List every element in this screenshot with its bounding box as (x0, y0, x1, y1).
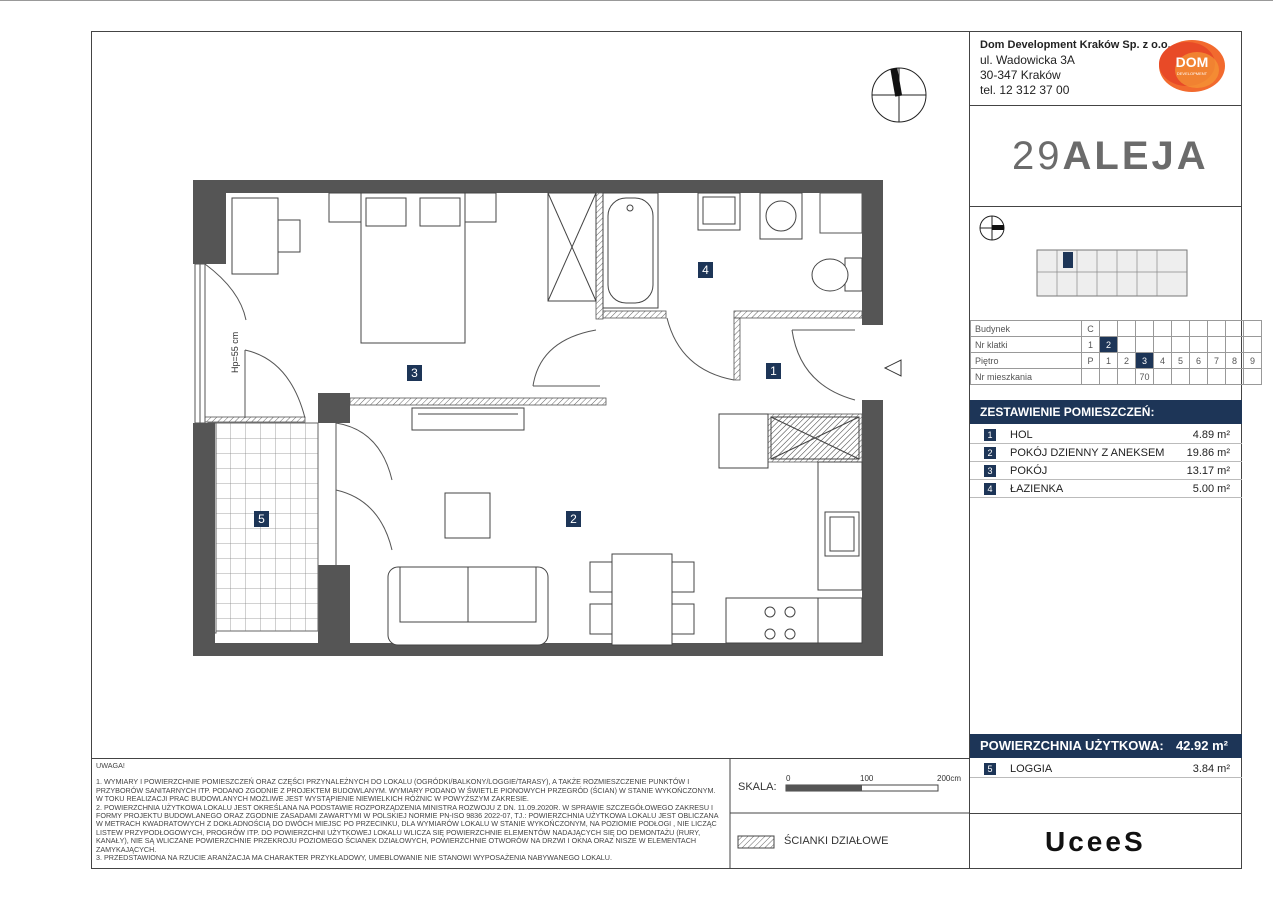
room-badge-1: 1 (770, 364, 777, 378)
company-name: Dom Development Kraków Sp. z o.o. (980, 39, 1171, 51)
scale-tick-0: 0 (786, 774, 791, 783)
mieszkanie-label: Nr mieszkania (971, 369, 1082, 385)
company-city: 30-347 Kraków (980, 68, 1061, 82)
scale-label: SKALA: (738, 781, 777, 793)
room-row: 1 HOL 4.89 m² (970, 426, 1242, 444)
total-area-value: 42.92 m² (1175, 738, 1228, 753)
note-line-3: 3. PRZEDSTAWIONA NA RZUCIE ARANŻACJA MA CHARAKTER PRZYKŁADOWY, UMEBLOWANIE NIE STANOWI WYPOSAŻENIA NABYWANEGO LOKALU. (96, 853, 612, 863)
scale-tick-100: 100 (860, 774, 874, 783)
rooms-summary-title: ZESTAWIENIE POMIESZCZEŃ: (970, 400, 1242, 424)
room-row: 2 POKÓJ DZIENNY Z ANEKSEM 19.86 m² (970, 444, 1242, 462)
company-street: ul. Wadowicka 3A (980, 53, 1075, 67)
walls-legend-label: ŚCIANKI DZIAŁOWE (784, 835, 889, 847)
room-badge-2: 2 (570, 512, 577, 526)
building-location-map (975, 210, 1195, 306)
svg-text:DOM: DOM (1175, 54, 1209, 70)
notes-divider (91, 758, 970, 759)
walls-legend-swatch (738, 836, 774, 848)
entrance-arrow-icon (885, 360, 901, 376)
scale-tick-200: 200cm (937, 774, 962, 783)
project-logo (1012, 134, 1209, 179)
total-area-bar (970, 734, 1242, 758)
room-row: 3 POKÓJ 13.17 m² (970, 462, 1242, 480)
window-height-note: Hp=55 cm (230, 331, 240, 373)
loggia-row: 5 LOGGIA 3.84 m² (970, 760, 1242, 778)
uceeS-logo: UceeS (1045, 826, 1146, 857)
legal-notes (96, 762, 722, 862)
apartment-highlight (1063, 252, 1073, 268)
top-line (0, 0, 1273, 1)
note-line-1: 1. WYMIARY I POWIERZCHNIE POMIESZCZEŃ ORAZ CZĘŚCI PRZYNALEŻNYCH DO LOKALU (OGRÓDKI/BALKONY/LOGGIE/TARASY), A TAKŻE ROZMIESZCZENIE PUNKTÓW I PRZYBORÓW SANITARNYCH ITP. PODANO ZGODNIE Z PROJEKTEM BUDOWLANYM. WYMIARY PODANO W ŚWIETLE PIONOWYCH PRZEGRÓD (ŚCIAN) W STANIE WYKOŃCZONYM. W TOKU REALIZACJI PRAC BUDOWLANYCH MOŻLIWE JEST WYSTĄPIENIE NIEWIELKICH RÓŻNIC W POWYŻSZYM ZAKRESIE. (96, 777, 716, 804)
room-badge-3: 3 (411, 366, 418, 380)
project-name: ALEJA (1062, 134, 1209, 178)
svg-text:DEVELOPMENT: DEVELOPMENT (1176, 71, 1208, 76)
mini-compass-icon (980, 216, 1004, 240)
room-badge-5: 5 (258, 512, 265, 526)
budynek-label: Budynek (971, 321, 1082, 337)
north-compass-icon (872, 68, 926, 122)
mieszkanie-value: 70 (1136, 369, 1154, 385)
company-phone: tel. 12 312 37 00 (980, 83, 1070, 97)
klatka-label: Nr klatki (971, 337, 1082, 353)
room-badge-4: 4 (702, 263, 709, 277)
dom-development-logo (1157, 38, 1227, 94)
location-table: Budynek C Nr klatki 1 2 Piętro P 1 2 3 4 5 6 7 8 9 Nr mieszkania 70 (970, 320, 1262, 385)
note-line-2: 2. POWIERZCHNIA UŻYTKOWA LOKALU JEST OKREŚLANA NA PODSTAWIE ROZPORZĄDZENIA MINISTRA ROZWOJU Z DN. 11.09.2020R. W SPRAWIE SZCZEGÓŁOWEGO ZAKRESU I FORMY PROJEKTU BUDOWLANEGO ORAZ ZGODNIE ZASADAMI ZAWARTYMI W POLSKIEJ NORMIE PN-ISO 9836 2022-07, TJ.: POWIERZCHNIA UŻYTKOWA LOKALU JEST OBLICZANA W METRACH KWADRATOWYCH Z DOKŁADNOŚCIĄ DO DWÓCH MIEJSC PO PRZECINKU, DLA WYMIARÓW LOKALU W STANIE WYKOŃCZONYM, NA POZIOMIE PODŁOGI , NIE LICZĄC LISTEW PRZYPODŁOGOWYCH, PROGRÓW ITP. DO POWIERZCHNI UŻYTKOWEJ LOKALU WLICZA SIĘ POWIERZCHNIE ELEMENTÓW NADAJĄCYCH SIĘ DO DEMONTAŻU (RURY, KANAŁY), NIE SĄ WLICZANE POWIERZCHNIE PRZEKROJU POZIOMEGO ŚCIANEK DZIAŁOWYCH, POWIERZCHNIE OTWORÓW NA DRZWI I OKNA ORAZ NISZE W ELEMENTACH ZAMYKAJĄCYCH. (96, 802, 719, 854)
notes-title: UWAGA! (96, 761, 125, 770)
project-number: 29 (1012, 134, 1063, 178)
total-area-label: POWIERZCHNIA UŻYTKOWA: (980, 738, 1164, 753)
company-info (980, 38, 1171, 98)
pietro-label: Piętro (971, 353, 1082, 369)
room-row: 4 ŁAZIENKA 5.00 m² (970, 480, 1242, 498)
